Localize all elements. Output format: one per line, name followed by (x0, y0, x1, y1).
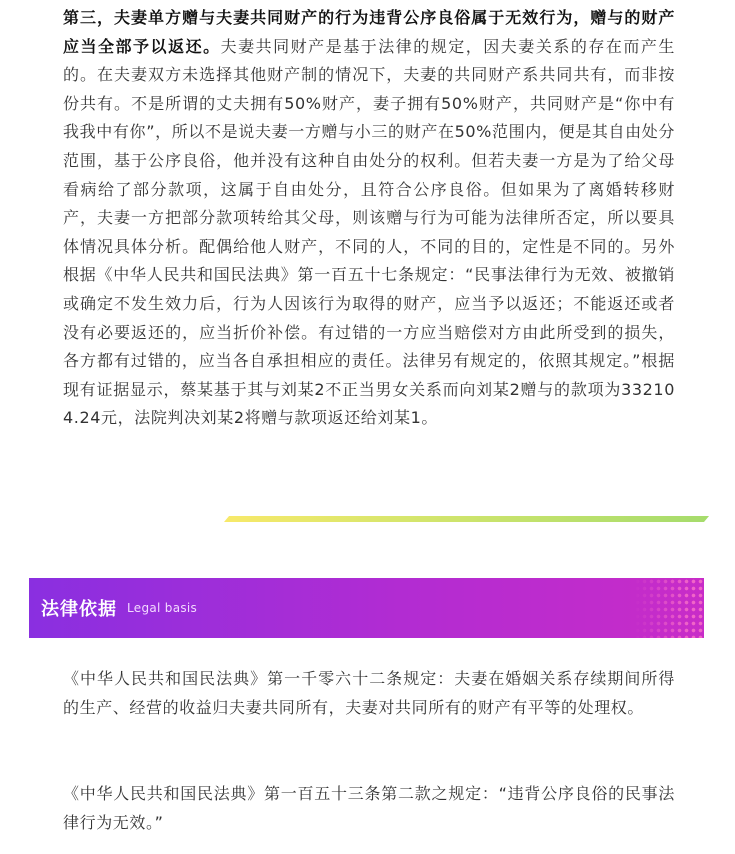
section-banner-legal-basis (29, 578, 704, 638)
paragraph-analysis (63, 4, 675, 433)
law-paragraph: 《中华人民共和国民法典》第一百五十三条第二款之规定：“违背公序良俗的民事法律行为无效。” (63, 784, 675, 832)
section-subtitle: Legal basis (127, 601, 198, 615)
paragraph-body: 夫妻共同财产是基于法律的规定，因夫妻关系的存在而产生的。在夫妻双方未选择其他财产制的情况下，夫妻的共同财产系共同共有，而非按份共有。不是所谓的丈夫拥有50%财产，妻子拥有50%财产，共同财产是“你中有我我中有你”，所以不是说夫妻一方赠与小三的财产在50%范围内，便是其自由处分范围，基于公序良俗，他并没有这种自由处分的权利。但若夫妻一方是为了给父母看病给了部分款项，这属于自由处分，且符合公序良俗。但如果为了离婚转移财产，夫妻一方把部分款项转给其父母，则该赠与行为可能为法律所否定，所以要具体情况具体分析。配偶给他人财产，不同的人，不同的目的，定性是不同的。另外根据《中华人民共和国民法典》第一百五十七条规定：“民事法律行为无效、被撤销或确定不发生效力后，行为人因该行为取得的财产，应当予以返还；不能返还或者没有必要返还的，应当折价补偿。有过错的一方应当赔偿对方由此所受到的损失，各方都有过错的，应当各自承担相应的责任。法律另有规定的，依照其规定。”根据现有证据显示，蔡某基于其与刘某2不正当男女关系而向刘某2赠与的款项为332104.24元，法院判决刘某2将赠与款项返还给刘某1。 (63, 36, 675, 428)
paragraph-bold-lead: 第三，夫妻单方赠与夫妻共同财产的行为违背公序良俗属于无效行为，赠与的财产应当全部予以返还。 (63, 8, 675, 56)
law-paragraph: 《中华人民共和国民法典》第一千零六十二条规定：夫妻在婚姻关系存续期间所得的生产、经营的收益归夫妻共同所有，夫妻对共同所有的财产有平等的处理权。 (63, 669, 675, 717)
gradient-divider (224, 516, 709, 522)
section-title: 法律依据 (41, 599, 117, 620)
dot-pattern-decoration (634, 578, 704, 638)
